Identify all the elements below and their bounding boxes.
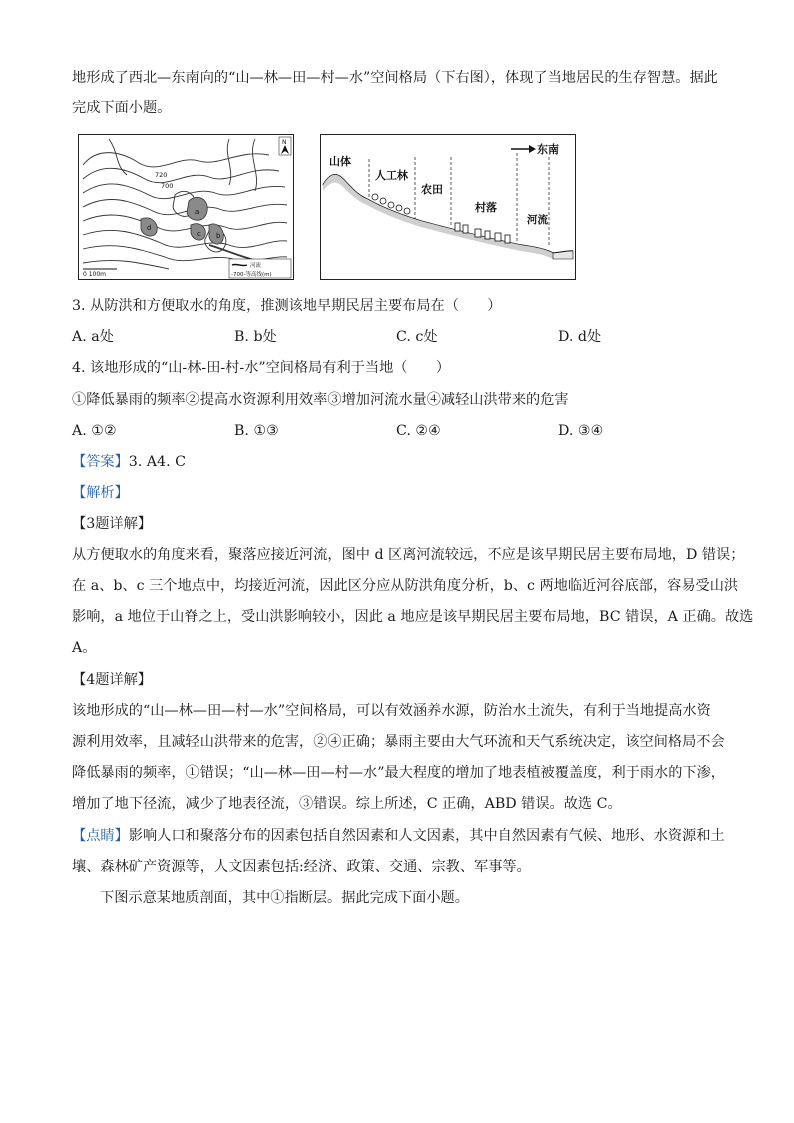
- north-arrow-icon: [279, 137, 291, 155]
- q4-statements: ①降低暴雨的频率②提高水资源利用效率③增加河流水量④减轻山洪带来的危害: [72, 392, 569, 408]
- zone-label-mountain: 山体: [329, 155, 351, 168]
- legend-contour: -700-等高线(m): [231, 272, 272, 278]
- q3-option-a[interactable]: A. a处: [72, 329, 114, 345]
- zone-label-river-text: 河流: [527, 214, 548, 226]
- north-label: N: [282, 139, 287, 146]
- area-label-d: d: [147, 224, 152, 232]
- detail4-tag: 【4题详解】: [72, 672, 152, 688]
- area-label-b: b: [216, 232, 221, 240]
- tip-line-1: [72, 826, 725, 846]
- zone-label-forest: 人工林: [375, 169, 408, 182]
- q3-stem: 3. 从防洪和方便取水的角度，推测该地早期民居主要布局在（ ）: [72, 298, 502, 314]
- q3-option-d[interactable]: D. d处: [558, 329, 602, 345]
- q3-option-b[interactable]: B. b处: [234, 329, 277, 345]
- intro-line-1: 地形成了西北—东南向的“山—林—田—村—水”空间格局（下右图），体现了当地居民的生存智慧。据此: [72, 70, 718, 86]
- q4-option-c[interactable]: C. ②④: [396, 423, 441, 439]
- tip-line-2: 壤、森林矿产资源等，人文因素包括:经济、政策、交通、宗教、军事等。: [72, 859, 531, 875]
- detail4-line-2: 源利用效率，且减轻山洪带来的危害，②④正确；暴雨主要由大气环流和天气系统决定，该空间格局不会: [72, 734, 725, 750]
- detail3-line-3: 影响，a 地位于山脊之上，受山洪影响较小，因此 a 地应是该早期民居主要布局地，BC 错误，A 正确。故选: [72, 609, 754, 625]
- area-label-c: c: [197, 230, 201, 238]
- scale-bar: 0 100m: [83, 271, 107, 278]
- tip-text-1: 影响人口和聚落分布的因素包括自然因素和人文因素，其中自然因素有气候、地形、水资源和土: [128, 828, 725, 844]
- detail3-line-1: 从方便取水的角度来看，聚落应接近河流，图中 d 区离河流较远，不应是该早期民居主要布局地，D 错误；: [72, 547, 745, 563]
- q4-option-b[interactable]: B. ①③: [234, 423, 279, 439]
- arrow-right-icon: [529, 145, 536, 153]
- direction-label: 东南: [537, 143, 559, 156]
- q3-option-c[interactable]: C. c处: [396, 329, 438, 345]
- detail4-line-1: 该地形成的“山—林—田—村—水”空间格局，可以有效涵养水源，防治水土流失，有利于当地提高水资: [72, 703, 711, 719]
- answer-line: [72, 452, 722, 472]
- analysis-tag: 【解析】: [72, 485, 129, 501]
- detail3-tag: 【3题详解】: [72, 516, 152, 532]
- q4-option-a[interactable]: A. ①②: [72, 423, 117, 439]
- zone-label-farmland: 农田: [421, 183, 443, 196]
- next-question-intro: 下图示意某地质剖面，其中①指断层。据此完成下面小题。: [100, 890, 469, 906]
- zone-label-river: [527, 213, 548, 226]
- zone-label-village: 村落: [475, 201, 497, 214]
- detail4-line-4: 增加了地下径流，减少了地表径流，③错误。综上所述，C 正确，ABD 错误。故选 C。: [72, 796, 622, 812]
- q4-option-d[interactable]: D. ③④: [558, 423, 604, 439]
- q4-stem: 4. 该地形成的“山-林-田-村-水”空间格局有利于当地（ ）: [72, 360, 451, 376]
- answer-text: 3. A4. C: [128, 454, 186, 470]
- intro-line-2: 完成下面小题。: [72, 100, 172, 116]
- legend-river: 河流: [250, 263, 262, 269]
- contour-label-700: 700: [161, 182, 174, 190]
- tip-tag: 【点睛】: [72, 828, 129, 844]
- contour-map-figure: [78, 134, 294, 280]
- profile-figure: [320, 134, 576, 280]
- figure-group: [78, 134, 578, 282]
- contour-label-720: 720: [155, 171, 168, 179]
- area-label-a: a: [195, 208, 200, 216]
- detail3-line-2: 在 a、b、c 三个地点中，均接近河流，因此区分应从防洪角度分析，b、c 两地临近河谷底部，容易受山洪: [72, 578, 739, 594]
- answer-tag: 【答案】: [72, 454, 129, 470]
- detail4-line-3: 降低暴雨的频率，①错误；“山—林—田—村—水”最大程度的增加了地表植被覆盖度，利于雨水的下渗，: [72, 765, 725, 781]
- detail3-line-4: A。: [72, 640, 97, 656]
